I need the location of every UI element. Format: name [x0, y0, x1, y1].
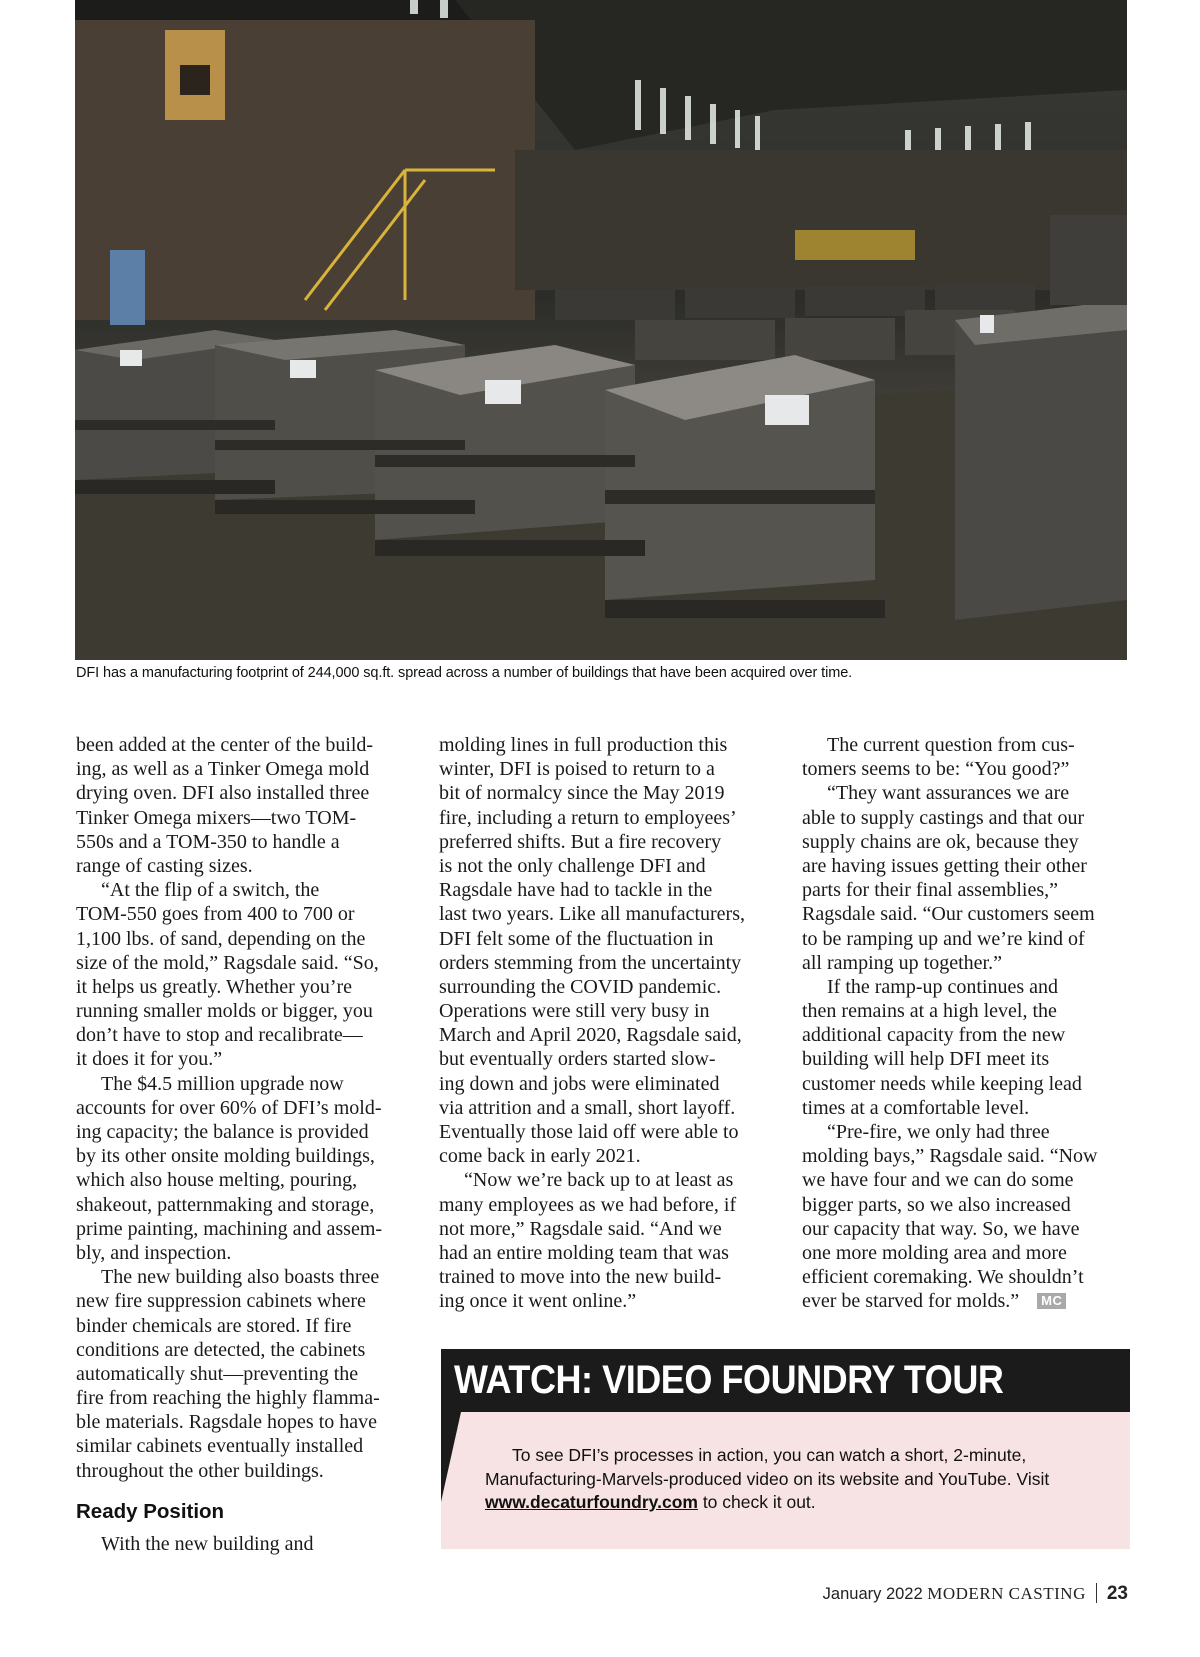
text-line: bigger parts, so we also increased	[802, 1193, 1071, 1216]
section-subhead: Ready Position	[76, 1499, 225, 1523]
magazine-name: MODERN CASTING	[927, 1584, 1086, 1603]
text-line: shakeout, patternmaking and storage,	[76, 1193, 375, 1216]
article-column-1	[76, 733, 411, 1556]
text-line: accounts for over 60% of DFI’s mold-	[76, 1096, 382, 1119]
text-line: it helps us greatly. Whether you’re	[76, 975, 353, 998]
text-line: able to supply castings and that our	[802, 806, 1085, 829]
text-line: to be ramping up and we’re kind of	[802, 927, 1085, 950]
text-line: one more molding area and more	[802, 1241, 1067, 1264]
text-line: surrounding the COVID pandemic.	[439, 975, 722, 998]
text-line: automatically shut—preventing the	[76, 1362, 359, 1385]
text-line: been added at the center of the build-	[76, 734, 374, 756]
page-footer	[823, 1583, 1128, 1605]
text-line: fire from reaching the highly flamma-	[76, 1387, 380, 1410]
text-line: “They want assurances we are	[827, 782, 1070, 805]
text-line: via attrition and a small, short layoff.	[439, 1096, 736, 1119]
text-line: times at a comfortable level.	[802, 1096, 1030, 1119]
article-column-2	[439, 733, 774, 1314]
text-line: conditions are detected, the cabinets	[76, 1338, 366, 1361]
text-line: molding lines in full production this	[439, 734, 728, 756]
photo-caption: DFI has a manufacturing footprint of 244,000 sq.ft. spread across a number of buildings that have been acquired over time.	[76, 665, 853, 681]
video-tour-box	[441, 1349, 1130, 1549]
text-line: not more,” Ragsdale said. “And we	[439, 1217, 722, 1240]
text-line: prime painting, machining and assem-	[76, 1217, 383, 1240]
text-line: Eventually those laid off were able to	[439, 1121, 739, 1143]
text-line: orders stemming from the uncertainty	[439, 951, 742, 974]
text-line: “Pre-fire, we only had three	[827, 1121, 1050, 1143]
text-line: come back in early 2021.	[439, 1145, 641, 1168]
text-line: range of casting sizes.	[76, 854, 253, 877]
text-line: bit of normalcy since the May 2019	[439, 782, 725, 805]
text-line: 1,100 lbs. of sand, depending on the	[76, 927, 366, 950]
text-line: which also house melting, pouring,	[76, 1169, 358, 1192]
text-line: then remains at a high level, the	[802, 1000, 1057, 1023]
video-tour-body	[441, 1412, 1130, 1549]
video-tour-line-1: To see DFI’s processes in action, you can watch a short, 2-minute,	[512, 1445, 1027, 1465]
text-line: ing down and jobs were eliminated	[439, 1072, 720, 1095]
text-line: The current question from cus-	[827, 734, 1075, 756]
text-line: building will help DFI meet its	[802, 1048, 1050, 1071]
text-line: last two years. Like all manufacturers,	[439, 903, 745, 926]
text-line: we have four and we can do some	[802, 1169, 1074, 1192]
text-line: by its other onsite molding buildings,	[76, 1145, 375, 1168]
video-tour-line-3-tail: to check it out.	[697, 1492, 816, 1512]
text-line: March and April 2020, Ragsdale said,	[439, 1024, 742, 1047]
text-line: The new building also boasts three	[101, 1266, 380, 1289]
text-line: new fire suppression cabinets where	[76, 1290, 366, 1313]
video-tour-title: WATCH: VIDEO FOUNDRY TOUR	[454, 1358, 1004, 1402]
text-line: our capacity that way. So, we have	[802, 1217, 1080, 1240]
text-line: many employees as we had before, if	[439, 1193, 737, 1216]
text-line: running smaller molds or bigger, you	[76, 1000, 373, 1023]
text-line: Ragsdale have had to tackle in the	[439, 879, 713, 902]
article-column-3	[802, 733, 1132, 1314]
text-line: similar cabinets eventually installed	[76, 1435, 364, 1458]
text-line: tomers seems to be: “You good?”	[802, 758, 1070, 781]
end-mark-badge: MC	[1037, 1293, 1066, 1309]
footer-divider	[1096, 1583, 1097, 1603]
video-tour-line-2: Manufacturing-Marvels-produced video on its website and YouTube. Visit	[485, 1468, 1050, 1489]
text-line: ing once it went online.”	[439, 1290, 637, 1313]
text-line: ble materials. Ragsdale hopes to have	[76, 1411, 378, 1434]
text-line: Ragsdale said. “Our customers seem	[802, 903, 1095, 926]
text-line: ing capacity; the balance is provided	[76, 1121, 369, 1143]
text-line: it does it for you.”	[76, 1048, 223, 1071]
text-line: efficient coremaking. We shouldn’t	[802, 1266, 1084, 1289]
text-line: additional capacity from the new	[802, 1024, 1066, 1047]
text-line: Tinker Omega mixers—two TOM-	[76, 806, 357, 829]
text-line: drying oven. DFI also installed three	[76, 782, 370, 805]
text-line: all ramping up together.”	[802, 951, 1002, 974]
text-line: 550s and a TOM-350 to handle a	[76, 830, 340, 853]
text-line: supply chains are ok, because they	[802, 830, 1079, 853]
text-line: “At the flip of a switch, the	[101, 879, 320, 902]
text-line: molding bays,” Ragsdale said. “Now	[802, 1145, 1098, 1168]
text-line: “Now we’re back up to at least as	[464, 1169, 734, 1192]
text-line: fire, including a return to employees’	[439, 806, 737, 829]
box-notch-decoration	[441, 1412, 461, 1502]
text-line: are having issues getting their other	[802, 854, 1087, 877]
text-line: ing, as well as a Tinker Omega mold	[76, 758, 370, 781]
text-line: size of the mold,” Ragsdale said. “So,	[76, 951, 379, 974]
text-line: binder chemicals are stored. If fire	[76, 1314, 352, 1337]
text-line-end: ever be starved for molds.”	[802, 1290, 1020, 1313]
text-line: parts for their final assemblies,”	[802, 879, 1059, 902]
text-line: but eventually orders started slow-	[439, 1048, 716, 1071]
foundry-photo	[75, 0, 1127, 660]
text-line: throughout the other buildings.	[76, 1459, 324, 1482]
text-line: If the ramp-up continues and	[827, 975, 1059, 998]
text-line: preferred shifts. But a fire recovery	[439, 830, 722, 853]
text-line: trained to move into the new build-	[439, 1266, 722, 1289]
foundry-photo-illustration	[75, 0, 1127, 660]
text-line: DFI felt some of the fluctuation in	[439, 927, 714, 950]
text-line: TOM-550 goes from 400 to 700 or	[76, 903, 355, 926]
text-line	[802, 1289, 1132, 1313]
page-number: 23	[1106, 1583, 1128, 1604]
text-line: customer needs while keeping lead	[802, 1072, 1082, 1095]
video-tour-line-3	[485, 1491, 1105, 1515]
issue-date: January 2022	[822, 1585, 923, 1603]
text-line: With the new building and	[101, 1532, 314, 1555]
text-line: don’t have to stop and recalibrate—	[76, 1024, 363, 1047]
video-tour-text	[485, 1444, 1105, 1515]
text-line: The $4.5 million upgrade now	[101, 1072, 344, 1095]
video-tour-header	[441, 1349, 1130, 1412]
text-line: is not the only challenge DFI and	[439, 854, 706, 877]
text-line: winter, DFI is poised to return to a	[439, 758, 715, 781]
text-line: had an entire molding team that was	[439, 1241, 729, 1264]
text-line: bly, and inspection.	[76, 1241, 232, 1264]
text-line: Operations were still very busy in	[439, 1000, 710, 1023]
decatur-foundry-link[interactable]: www.decaturfoundry.com	[485, 1492, 698, 1512]
